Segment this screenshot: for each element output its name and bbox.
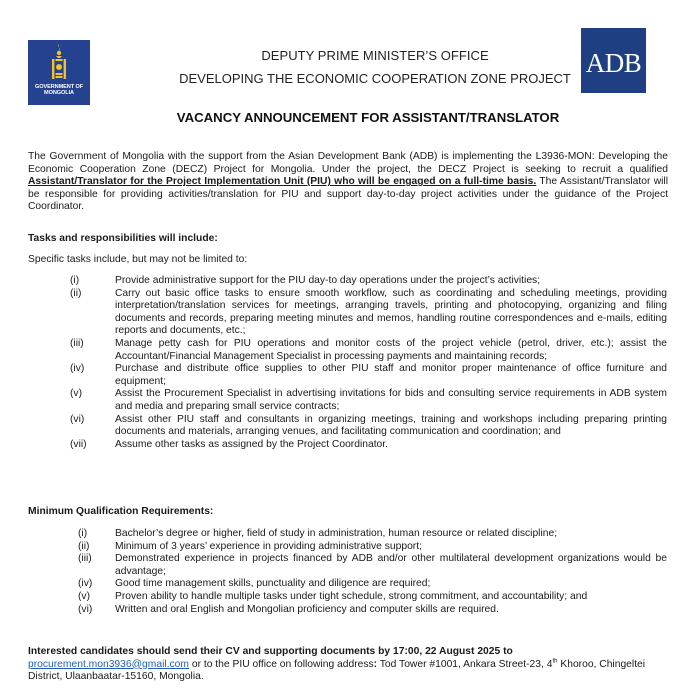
gov-logo-text: GOVERNMENT OF MONGOLIA bbox=[34, 84, 84, 97]
page-title: VACANCY ANNOUNCEMENT FOR ASSISTANT/TRANSLATOR bbox=[176, 110, 560, 125]
list-item: (iv) Purchase and distribute office supplies to other PIU staff and monitor proper maintenance of office furniture and equipment; bbox=[70, 363, 667, 387]
tasks-heading: Tasks and responsibilities will include: bbox=[28, 233, 218, 244]
tasks-subheading: Specific tasks include, but may not be limited to: bbox=[28, 254, 248, 265]
list-item: (v) Assist the Procurement Specialist in advertising invitations for bids and consulting service requirements in ADB system and media and preparing small service contracts; bbox=[70, 388, 667, 412]
list-item: (vi) Assist other PIU staff and consultants in organizing meetings, training and workshops including preparing printing documents and materials, arranging venues, and facilitating communication and coordination; and bbox=[70, 413, 667, 438]
list-item: (i) Provide administrative support for the PIU day-to day operations under the project’s activities; bbox=[70, 275, 541, 286]
deadline-text: Interested candidates should send their CV and supporting documents by 17:00, 22 August 2025 to bbox=[28, 646, 513, 657]
list-item: (iv) Good time management skills, punctuality and diligence are required; bbox=[78, 578, 431, 590]
office-heading: DEPUTY PRIME MINISTER’S OFFICE bbox=[261, 48, 489, 63]
adb-logo-text: ADB bbox=[585, 48, 642, 79]
list-item: (vii) Assume other tasks as assigned by the Project Coordinator. bbox=[70, 438, 389, 450]
list-item: (v) Proven ability to handle multiple tasks under tight schedule, strong commitment, and accountability; and bbox=[78, 590, 588, 602]
list-item: (iii) Manage petty cash for PIU operations and monitor costs of the project vehicle (petrol, driver, etc.); assist the Accountant/Financial Management Specialist in processing payments and maintaining records; bbox=[70, 337, 667, 362]
tasks-list bbox=[70, 275, 667, 451]
email-link[interactable]: procurement.mon3936@gmail.com bbox=[28, 658, 189, 670]
qualifications-heading: Minimum Qualification Requirements: bbox=[28, 506, 214, 517]
contact-line: procurement.mon3936@gmail.com or to the PIU office on following address: Tod Tower #1001, Ankara Street-23, 4th Khoroo, Chingeltei District, Ulaanbaatar-15160, Mongolia. bbox=[28, 658, 646, 683]
list-item: (i) Bachelor’s degree or higher, field of study in administration, human resource or related discipline; bbox=[78, 528, 558, 539]
application-instructions bbox=[28, 646, 673, 684]
list-item: (ii) Carry out basic office tasks to ensure smooth workflow, such as coordinating and scheduling meetings, providing interpretation/translation services for meetings, arranging travels, printing and photocopying, organizing and filing documents and records, preparing meeting minutes and memos, handling routine correspondences and e-mails, editing reports and documents, etc.; bbox=[70, 287, 667, 337]
project-heading: DEVELOPING THE ECONOMIC COOPERATION ZONE PROJECT bbox=[179, 71, 571, 86]
list-item: (ii) Minimum of 3 years’ experience in providing administrative support; bbox=[78, 540, 422, 552]
office-address: Tod Tower #1001, Ankara Street-23, 4 bbox=[377, 658, 553, 670]
intro-paragraph: The Government of Mongolia with the support from the Asian Development Bank (ADB) is implementing the L3936-MON: Developing the Economic Cooperation Zone (DECZ) Project for Mongolia. Under the project, the DECZ Project is seeking to recruit a qualified Assistant/Translator for the Project Implementation Unit (PIU) who will be engaged on a full-time basis. The Assistant/Translator will be responsible for providing activities/translation for PIU and support day-to-day project activities under the guidance of the Project Coordinator. bbox=[28, 151, 668, 213]
list-item: (iii) Demonstrated experience in projects financed by ADB and/or other multilateral development organizations would be advantage; bbox=[78, 553, 667, 577]
list-item: (vi) Written and oral English and Mongolian proficiency and computer skills are required. bbox=[78, 603, 499, 615]
qualifications-list bbox=[78, 528, 667, 616]
position-emphasis: Assistant/Translator for the Project Implementation Unit (PIU) who will be engaged on a full-time basis. bbox=[28, 176, 537, 188]
